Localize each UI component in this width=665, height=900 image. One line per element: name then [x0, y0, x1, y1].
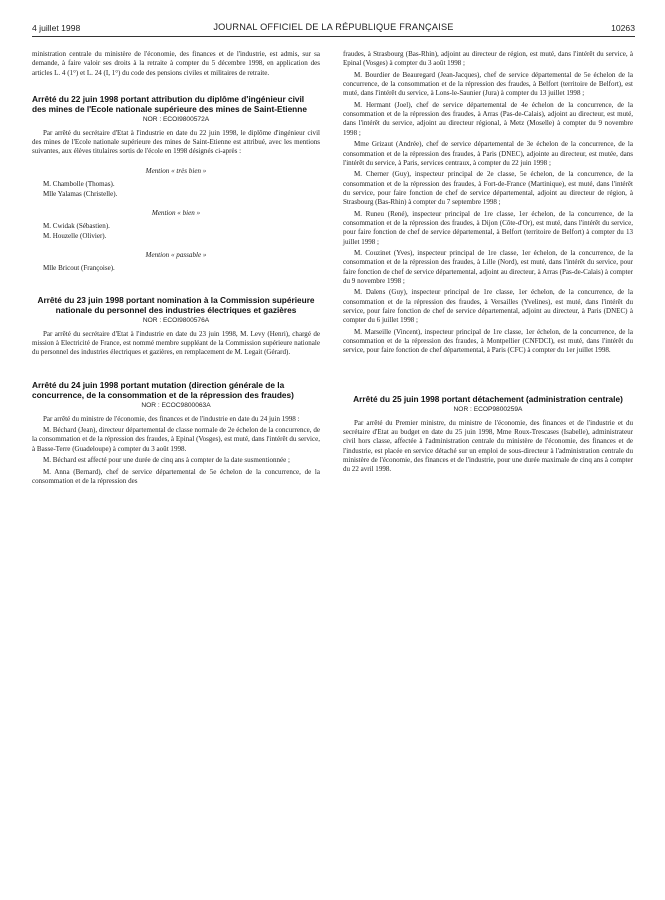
journal-title: JOURNAL OFFICIEL DE LA RÉPUBLIQUE FRANÇAISE	[213, 22, 454, 32]
mention-heading: Mention « très bien »	[145, 166, 207, 175]
arrete-22-juin	[32, 94, 320, 273]
mutation-paragraph: fraudes, à Strasbourg (Bas-Rhin), adjoint au directeur de région, est muté, dans l'intérêt du service, à Epinal (Vosges) à compter du 3 août 1998 ;	[343, 50, 633, 68]
mention-heading: Mention « passable »	[145, 250, 207, 259]
nor-reference: NOR : ECOP9800259A	[453, 405, 523, 413]
arrete-title: Arrêté du 24 juin 1998 portant mutation (direction générale de la concurrence, de la consommation et de la répression des fraudes)	[32, 379, 294, 400]
arrete-25-juin	[343, 394, 633, 475]
arrete-23-juin	[32, 295, 320, 358]
left-column	[32, 50, 320, 486]
arrete-paragraph: Par arrêté du ministre de l'économie, des finances et de l'industrie en date du 24 juin 1998 :	[43, 414, 300, 423]
page-number: 10263	[611, 23, 635, 33]
arrete-paragraph: M. Anna (Bernard), chef de service départemental de 5e échelon de la concurrence, de la consommation et de la répression des	[32, 467, 320, 486]
arrete-paragraph: M. Béchard est affecté pour une durée de cinq ans à compter de la date susmentionnée ;	[43, 456, 291, 465]
arrete-body: Par arrêté du secrétaire d'Etat à l'industrie en date du 23 juin 1998, M. Levy (Henri), chargé de mission à Electricité de France, est nommé membre suppléant de la Commission supérieure nationale du personnel des industries électriques et gazières, en remplacement de M. Legait (Gérard).	[32, 329, 320, 357]
laureate-name: M. Chambolle (Thomas).	[43, 179, 115, 188]
right-column	[343, 50, 633, 474]
nor-reference: NOR : ECOC9800063A	[141, 401, 211, 409]
arrete-body: Par arrêté du secrétaire d'Etat à l'industrie en date du 22 juin 1998, le diplôme d'ingénieur civil des mines de l'Ecole nationale supérieure des mines de Saint-Etienne est attribué, avec les mentions suivantes, aux élèves titulaires sortis de l'école en 1998 désignés ci-après :	[32, 128, 320, 156]
laureate-name: M. Cwidak (Sébastien).	[43, 221, 110, 230]
intro-paragraph: ministration centrale du ministère de l'économie, des finances et de l'industrie, est admis, sur sa demande, à faire valoir ses droits à la retraite à compter du 5 décembre 1998, en application des articles L. 4 (1°) et L. 24 (I, 1°) du code des pensions civiles et militaires de retraite.	[32, 50, 320, 77]
nor-reference: NOR : ECOI9800572A	[142, 115, 210, 123]
arrete-title: Arrêté du 25 juin 1998 portant détachement (administration centrale)	[353, 393, 623, 404]
arrete-title: Arrêté du 23 juin 1998 portant nomination à la Commission supérieure nationale du personnel des industries électriques et gazières	[37, 294, 315, 315]
mutation-paragraph: M. Bourdier de Beauregard (Jean-Jacques), chef de service départemental de 5e échelon de la concurrence, de la consommation et de la répression des fraudes, à Belfort (territoire de Belfort), est muté, dans l'intérêt du service, à Lons-le-Saunier (Jura) à compter du 13 juillet 1998 ;	[343, 70, 633, 98]
nor-reference: NOR : ECOI9800576A	[142, 316, 210, 324]
laureate-name: Mlle Bricout (Françoise).	[43, 263, 115, 272]
laureate-name: Mlle Yalamas (Christelle).	[43, 189, 118, 198]
mutation-paragraph: Mme Grizaut (Andrée), chef de service départemental de 3e échelon de la concurrence, de la consommation et de la répression des fraudes, à Paris (DNEC), adjointe au directeur, est mutée, dans l'intérêt du service, à Paris, services centraux, à compter du 22 juin 1998 ;	[343, 140, 633, 167]
laureate-name: M. Houzelle (Olivier).	[43, 231, 107, 240]
arrete-paragraph: M. Béchard (Jean), directeur départemental de classe normale de 2e échelon de la concurrence, de la consommation et de la répression des fraudes, à Epinal (Vosges), est muté, dans l'intérêt du service, à Basse-Terre (Guadeloupe) à compter du 3 août 1998.	[32, 426, 320, 453]
mutation-paragraph: M. Marseille (Vincent), inspecteur principal de 1re classe, 1er échelon, de la concurrence, de la consommation et de la répression des fraudes, à Montpellier (CNFDCI), est muté, dans l'intérêt du service, pour faire fonction de chef départemental, à Paris (CFC) à compter du 1er juillet 1998.	[343, 327, 633, 355]
mutation-paragraph: M. Hermant (Joel), chef de service départemental de 4e échelon de la concurrence, de la consommation et de la répression des fraudes, à Arras (Pas-de-Calais), adjoint au directeur, est muté, dans l'intérêt du service, adjoint au directeur régional, à Metz (Moselle) à compter du 9 novembre 1998 ;	[343, 100, 633, 137]
arrete-title: Arrêté du 22 juin 1998 portant attribution du diplôme d'ingénieur civil des mines de l'Ecole nationale supérieure des mines de Saint-Etienne	[32, 93, 307, 114]
mutation-paragraph: M. Runeu (René), inspecteur principal de 1re classe, 1er échelon, de la concurrence, de la consommation et de la répression des fraudes, à Dijon (Côte-d'Or), est muté, dans l'intérêt du service, pour faire fonction de chef de service départemental, à Belfort (territoire de Belfort) à compter du 13 juillet 1998 ;	[343, 209, 633, 246]
mutation-paragraph: M. Cherner (Guy), inspecteur principal de 2e classe, 5e échelon, de la concurrence, de la consommation et de la répression des fraudes, à Fort-de-France (Martinique), est muté, dans l'intérêt du service, pour faire fonction de chef de service départemental, adjoint au directeur de région, à Strasbourg (Bas-Rhin) à compter du 7 septembre 1998 ;	[343, 170, 633, 207]
mutation-paragraph: M. Couzinet (Yves), inspecteur principal de 1re classe, 1er échelon, de la concurrence, de la consommation et de la répression des fraudes, à Lille (Nord), est muté, dans l'intérêt du service, pour faire fonction de chef de service départemental, adjoint au directeur, à Arras (Pas-de-Calais) à compter du 9 novembre 1998 ;	[343, 249, 633, 285]
mutation-paragraph: M. Dalens (Guy), inspecteur principal de 1re classe, 1er échelon, de la concurrence, de la consommation et de la répression des fraudes, à Versailles (Yvelines), est muté, dans l'intérêt du service, pour faire fonction de chef de service départemental, adjoint au directeur, à Paris (DNEC) à compter du 6 juillet 1998 ;	[343, 288, 633, 325]
header-date: 4 juillet 1998	[32, 23, 81, 33]
arrete-24-juin	[32, 380, 320, 487]
mention-heading: Mention « bien »	[151, 208, 201, 217]
arrete-body: Par arrêté du Premier ministre, du ministre de l'économie, des finances et de l'industrie et du secrétaire d'Etat au budget en date du 25 juin 1998, Mme Roux-Trescases (Isabelle), administrateur civil hors classe, affectée à l'administration centrale du ministère de l'économie, des finances et de l'industrie, est placée en service détaché sur un emploi de sous-directeur à l'administration centrale du ministère de l'économie, des finances et de l'industrie, pour une durée maximale de cinq ans à compter du 22 avril 1998.	[343, 418, 633, 474]
page-header	[32, 20, 635, 37]
